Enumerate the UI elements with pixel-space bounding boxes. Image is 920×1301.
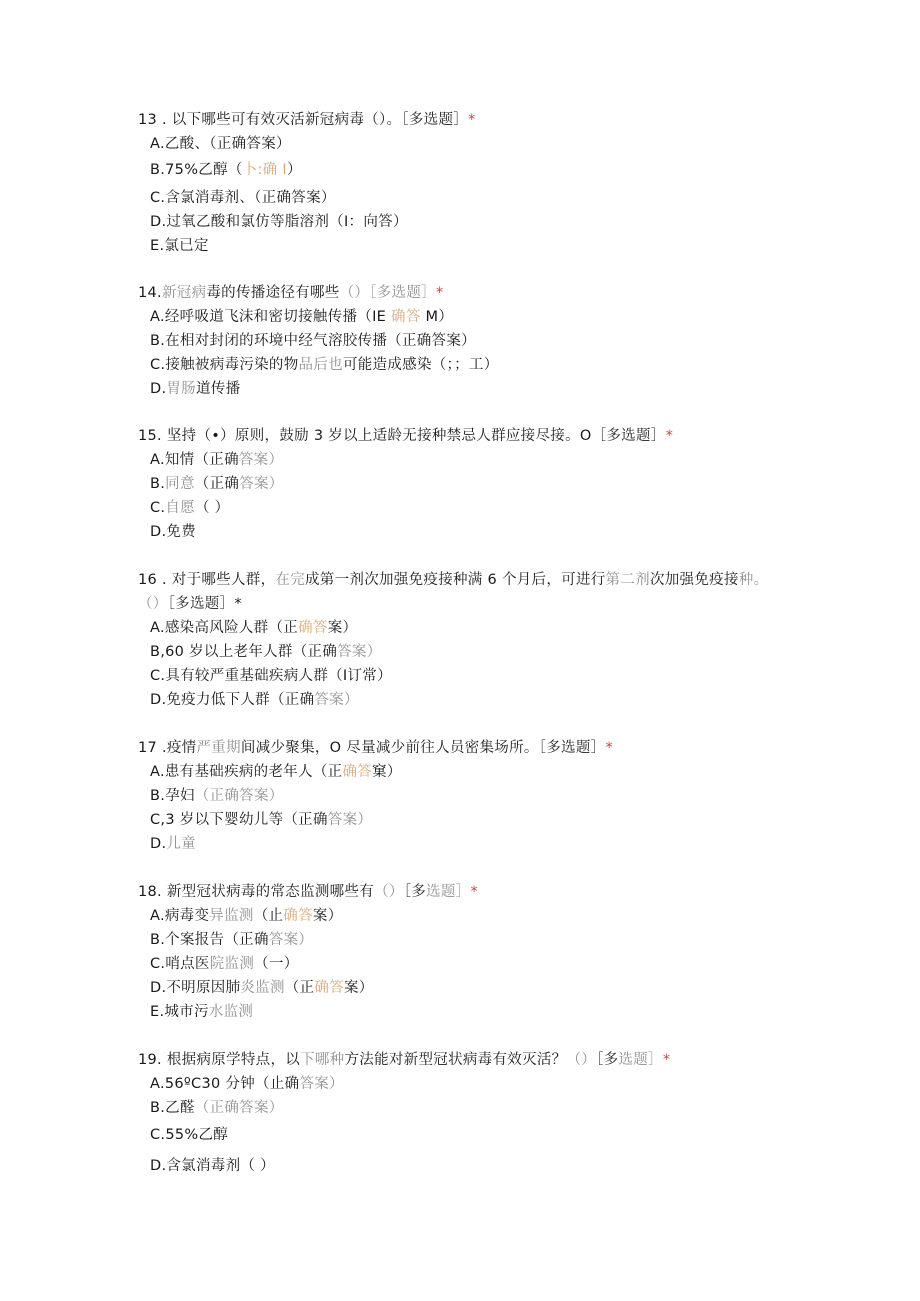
text-segment: （正确答案）	[194, 788, 284, 804]
text-segment: *	[470, 884, 479, 900]
option-e	[138, 1000, 778, 1024]
option-a	[138, 760, 778, 784]
text-segment: B,60 岁以上老年人群（正确	[150, 644, 338, 660]
option-c	[138, 664, 778, 688]
text-segment: 案）	[344, 980, 374, 996]
text-segment: 成第一剂次加强免疫接种满 6 个月后，可进行	[305, 572, 606, 588]
text-segment: 案）	[327, 620, 358, 636]
question-18	[138, 880, 778, 1024]
option-b	[138, 928, 778, 952]
text-segment: 间减少聚集，O 尽量减少前往人员密集场所。［多选题］	[240, 740, 606, 756]
text-segment: B.乙醛	[150, 1100, 195, 1116]
text-segment: 答案）	[337, 644, 382, 660]
text-segment: 卜:确 I	[242, 162, 287, 178]
question-title	[138, 736, 778, 760]
text-segment: *	[662, 1052, 671, 1068]
text-segment: 选题］	[618, 1052, 663, 1068]
text-segment: 确答	[283, 908, 313, 924]
text-segment: E.氯已定	[150, 238, 209, 254]
text-segment: （止	[253, 908, 284, 924]
option-b	[138, 329, 778, 353]
text-segment: B.在相对封闭的环境中经气溶胶传播（正确答案）	[150, 333, 476, 349]
text-segment: 答案）	[327, 812, 373, 828]
text-segment: *	[435, 285, 444, 301]
text-segment: 答案）	[239, 476, 284, 492]
text-segment: D.	[150, 836, 167, 852]
text-segment: 15. 坚持（•）原则，鼓励 3 岁以上适龄无接种禁忌人群应接尽接。O［多选题］	[138, 428, 666, 444]
option-a	[138, 132, 778, 156]
text-segment: B.75%乙醇（	[150, 162, 243, 178]
text-segment: （）	[566, 1052, 597, 1068]
text-segment: D.含氯消毒剂（ ）	[150, 1158, 275, 1174]
text-segment: ［多选题］*	[167, 596, 242, 612]
text-segment: 院监测	[209, 956, 255, 972]
option-c	[138, 808, 778, 832]
option-b	[138, 640, 778, 664]
text-segment: D.免疫力低下人群（正确	[150, 692, 315, 708]
option-c	[138, 186, 778, 210]
text-segment: ［多	[403, 884, 427, 900]
option-d	[138, 377, 778, 401]
text-segment: 17 .疫情	[138, 740, 197, 756]
text-segment: 14.	[138, 285, 162, 301]
text-segment: D.过氧乙酸和氯仿等脂溶剂（I：向答）	[150, 214, 408, 230]
text-segment: 同意	[165, 476, 195, 492]
text-segment: A.56ºC30 分钟（止确	[150, 1076, 300, 1092]
question-15	[138, 424, 778, 544]
text-segment: （正	[284, 980, 315, 996]
text-segment: C.哨点医	[150, 956, 210, 972]
text-segment: 毒的传播途径有哪些	[206, 285, 340, 301]
option-d	[138, 210, 778, 234]
text-segment: 确答	[314, 980, 344, 996]
text-segment: 确答	[391, 309, 421, 325]
text-segment: A.患有基础疾病的老年人（正	[150, 764, 343, 780]
text-segment: A.感染高风险人群（正	[150, 620, 299, 636]
text-segment: （）	[374, 884, 404, 900]
text-segment: D.	[150, 381, 167, 397]
text-segment: 下哪种	[300, 1052, 345, 1068]
text-segment: C.含氯消毒剂、（正确答案）	[150, 190, 336, 206]
text-segment: 13 . 以下哪些可有效灭活新冠病毒（）。［多选题］	[138, 112, 469, 128]
text-segment: 第二剂	[605, 572, 650, 588]
option-b	[138, 784, 778, 808]
text-segment: C.	[150, 500, 166, 516]
text-segment: 确答	[342, 764, 373, 780]
option-b	[138, 472, 778, 496]
text-segment: 道传播	[195, 381, 241, 397]
text-segment: （）［多选题］	[339, 285, 436, 301]
text-segment: （正确答案）	[194, 1100, 284, 1116]
text-segment: 选题］	[426, 884, 471, 900]
question-13	[138, 108, 778, 258]
text-segment: 种。（）	[138, 572, 769, 612]
text-segment: 答案）	[299, 1076, 344, 1092]
option-d	[138, 1154, 778, 1178]
text-segment: 自愿	[165, 500, 195, 516]
text-segment: M）	[420, 309, 454, 325]
text-segment: （正确	[194, 476, 240, 492]
question-title	[138, 880, 778, 904]
option-a	[138, 305, 778, 329]
text-segment: 答案）	[238, 452, 284, 468]
text-segment: 答案）	[314, 692, 359, 708]
text-segment: A.乙酸、（正确答案）	[150, 136, 291, 152]
text-segment: （一）	[254, 956, 299, 972]
option-e	[138, 234, 778, 258]
text-segment: C,3 岁以下婴幼儿等（正确	[150, 812, 328, 828]
option-a	[138, 616, 778, 640]
text-segment: D.不明原因肺	[150, 980, 241, 996]
text-segment: C.具有较严重基础疾病人群（I订常）	[150, 668, 392, 684]
text-segment: 炎监测	[240, 980, 285, 996]
text-segment: 胃肠	[166, 381, 196, 397]
question-title	[138, 568, 778, 616]
option-d	[138, 688, 778, 712]
option-c	[138, 952, 778, 976]
question-title	[138, 424, 778, 448]
option-a	[138, 1072, 778, 1096]
text-segment: *	[665, 428, 674, 444]
text-segment: 案）	[312, 908, 343, 924]
text-segment: 次加强免疫接	[649, 572, 739, 588]
text-segment: A.知情（正确	[150, 452, 239, 468]
option-a	[138, 904, 778, 928]
text-segment: ）	[286, 162, 302, 178]
text-segment: *	[468, 112, 476, 128]
text-segment: B.个案报告（正确	[150, 932, 269, 948]
text-segment: 答案）	[268, 932, 314, 948]
text-segment: 在完	[275, 572, 305, 588]
option-a	[138, 448, 778, 472]
option-c	[138, 496, 778, 520]
text-segment: ［多	[596, 1052, 619, 1068]
question-title	[138, 108, 778, 132]
text-segment: 方法能对新型冠状病毒有效灭活？	[344, 1052, 567, 1068]
text-segment: 确答	[298, 620, 328, 636]
question-19	[138, 1048, 778, 1178]
text-segment: （ ）	[194, 500, 230, 516]
text-segment: B.孕妇	[150, 788, 195, 804]
question-17	[138, 736, 778, 856]
option-c	[138, 1123, 778, 1147]
text-segment: C.55%乙醇	[150, 1127, 229, 1143]
text-segment: 新冠病	[161, 285, 207, 301]
text-segment: *	[605, 740, 614, 756]
text-segment: 18. 新型冠状病毒的常态监测哪些有	[138, 884, 375, 900]
text-segment: 16 . 对于哪些人群，	[138, 572, 276, 588]
text-segment: B.	[150, 476, 166, 492]
text-segment: 19. 根据病原学特点，以	[138, 1052, 301, 1068]
text-segment: E.城市污	[150, 1004, 209, 1020]
text-segment: 窠）	[372, 764, 402, 780]
question-14	[138, 281, 778, 401]
text-segment: 严重期	[196, 740, 241, 756]
text-segment: A.病毒变	[150, 908, 210, 924]
option-b	[138, 158, 778, 182]
option-c	[138, 353, 778, 377]
question-title	[138, 281, 778, 305]
text-segment: A.经呼吸道飞沫和密切接触传播（IE	[150, 309, 392, 325]
text-segment: 水监测	[208, 1004, 254, 1020]
text-segment: C.接触被病毒污染的物	[150, 357, 299, 373]
question-16	[138, 568, 778, 712]
text-segment: 异监测	[209, 908, 254, 924]
text-segment: 可能造成感染（；；工）	[342, 357, 499, 373]
question-title	[138, 1048, 778, 1072]
option-d	[138, 976, 778, 1000]
option-b	[138, 1096, 778, 1120]
text-segment: 品后也	[298, 357, 343, 373]
option-d	[138, 520, 778, 544]
text-segment: D.免费	[150, 524, 196, 540]
option-d	[138, 832, 778, 856]
text-segment: 儿童	[166, 836, 196, 852]
